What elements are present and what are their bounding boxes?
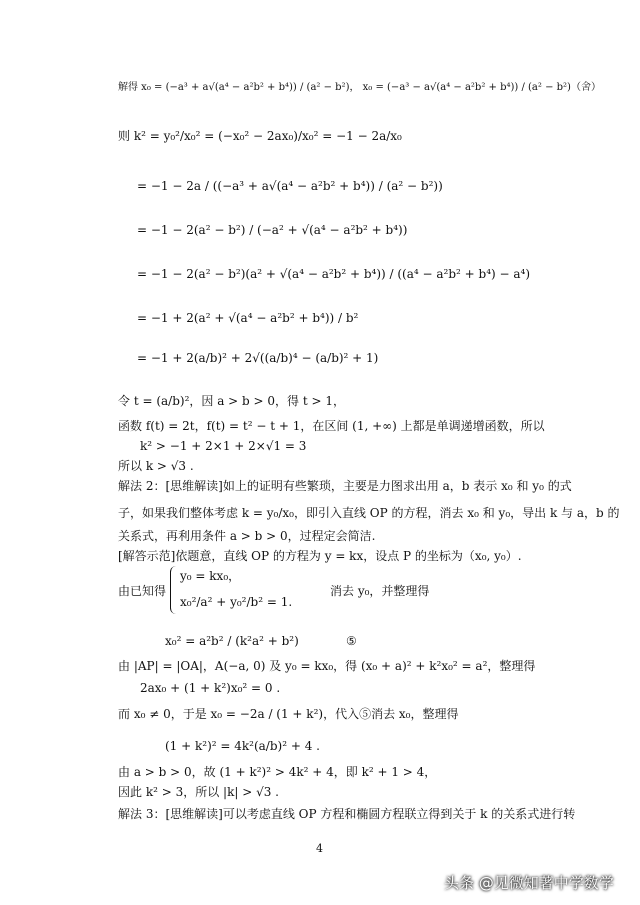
paragraph-line: 解法 3：[思维解读]可以考虑直线 OP 方程和椭圆方程联立得到关于 k 的关系式进行转	[118, 807, 576, 821]
system-brace	[170, 566, 177, 614]
derivation-step-1	[137, 178, 443, 194]
math-line: 令 t = (a/b)²，因 a > b > 0，得 t > 1，	[118, 394, 345, 408]
math-line: x₀² = a²b² / (k²a² + b²)	[165, 634, 299, 648]
therefore-line	[118, 784, 279, 800]
math-line: x₀²/a² + y₀²/b² = 1.	[180, 595, 293, 609]
k-squared-line	[118, 128, 402, 144]
inequality-line	[140, 438, 306, 454]
x0-solve-line	[118, 706, 458, 722]
math-line: 而 x₀ ≠ 0，于是 x₀ = −2a / (1 + k²)，代入⑤消去 x₀，整理得	[118, 707, 459, 721]
derivation-step-5	[137, 350, 378, 366]
system-eq-2	[180, 594, 292, 610]
x0-squared-line	[165, 633, 299, 649]
conclusion-line	[118, 458, 194, 474]
derivation-step-3	[137, 266, 530, 282]
math-line: = −1 − 2a / ((−a³ + a√(a⁴ − a²b² + b⁴)) / (a² − b²))	[137, 179, 443, 193]
function-line	[118, 418, 545, 434]
ap-oa-line	[118, 658, 535, 674]
derivation-step-2	[137, 222, 407, 238]
method-3-heading	[118, 806, 575, 822]
math-line: = −1 + 2(a/b)² + 2√((a/b)⁴ − (a/b)² + 1)	[137, 351, 379, 365]
page-number-text: 4	[316, 842, 323, 855]
paragraph-line: 子，如果我们整体考虑 k = y₀/x₀，即引入直线 OP 的方程，消去 x₀ 和 y₀，导出 k 与 a，b 的	[118, 506, 620, 520]
math-line: 解得 x₀ = (−a³ + a√(a⁴ − a²b² + b⁴)) / (a² − b²)， x₀ = (−a³ − a√(a⁴ − a²b² + b⁴)) / (a² − b²)（舍）	[118, 82, 601, 93]
eliminate-y0-line	[330, 583, 429, 599]
math-line: = −1 + 2(a² + √(a⁴ − a²b² + b⁴)) / b²	[137, 311, 359, 325]
substitution-line	[118, 393, 345, 409]
math-line: (1 + k²)² = 4k²(a/b)² + 4 .	[165, 739, 320, 753]
watermark	[444, 872, 614, 893]
math-line: 由 a > b > 0，故 (1 + k²)² > 4k² + 4，即 k² + 1 > 4，	[118, 765, 437, 779]
equation-number-5	[346, 633, 357, 649]
quadratic-line	[140, 680, 280, 696]
paragraph-line: 解法 2：[思维解读]如上的证明有些繁琐，主要是力图求出用 a，b 表示 x₀ 和 y₀ 的式	[118, 479, 572, 493]
given-text: 由已知得	[118, 584, 167, 598]
equation-label: ⑤	[346, 634, 357, 648]
math-line: k² > −1 + 2×1 + 2×√1 = 3	[140, 439, 307, 453]
paragraph-line: 关系式，再利用条件 a > b > 0，过程定会简洁.	[118, 529, 376, 543]
math-line: 所以 k > √3 .	[118, 459, 194, 473]
math-line: y₀ = kx₀，	[180, 569, 241, 583]
math-line: 则 k² = y₀²/x₀² = (−x₀² − 2ax₀)/x₀² = −1 − 2a/x₀	[118, 129, 402, 143]
math-line: 因此 k² > 3，所以 |k| > √3 .	[118, 785, 279, 799]
method-2-heading	[118, 478, 572, 494]
derivation-step-4	[137, 310, 358, 326]
k-relation-line	[165, 738, 320, 754]
method-2-text-end	[118, 528, 375, 544]
page-number	[316, 842, 323, 855]
solution-x0-line	[118, 80, 601, 96]
since-line	[118, 764, 436, 780]
answer-demo-line	[118, 548, 522, 564]
math-line: = −1 − 2(a² − b²)(a² + √(a⁴ − a²b² + b⁴)) / ((a⁴ − a²b² + b⁴) − a⁴)	[137, 267, 531, 281]
watermark-text: 头条 @见微知著中学数学	[444, 874, 614, 892]
method-2-text	[118, 505, 620, 521]
math-line: 2ax₀ + (1 + k²)x₀² = 0 .	[140, 681, 281, 695]
given-label	[118, 583, 166, 599]
math-line: 由 |AP| = |OA|，A(−a, 0) 及 y₀ = kx₀，得 (x₀ + a)² + k²x₀² = a²，整理得	[118, 659, 536, 673]
paragraph-line: 消去 y₀，并整理得	[330, 584, 430, 598]
system-eq-1	[180, 568, 240, 584]
math-line: = −1 − 2(a² − b²) / (−a² + √(a⁴ − a²b² + b⁴))	[137, 223, 408, 237]
paragraph-line: [解答示范]依题意，直线 OP 的方程为 y = kx，设点 P 的坐标为（x₀, y₀）.	[118, 549, 522, 563]
math-line: 函数 f(t) = 2t，f(t) = t² − t + 1，在区间 (1, +∞) 上都是单调递增函数，所以	[118, 419, 545, 433]
